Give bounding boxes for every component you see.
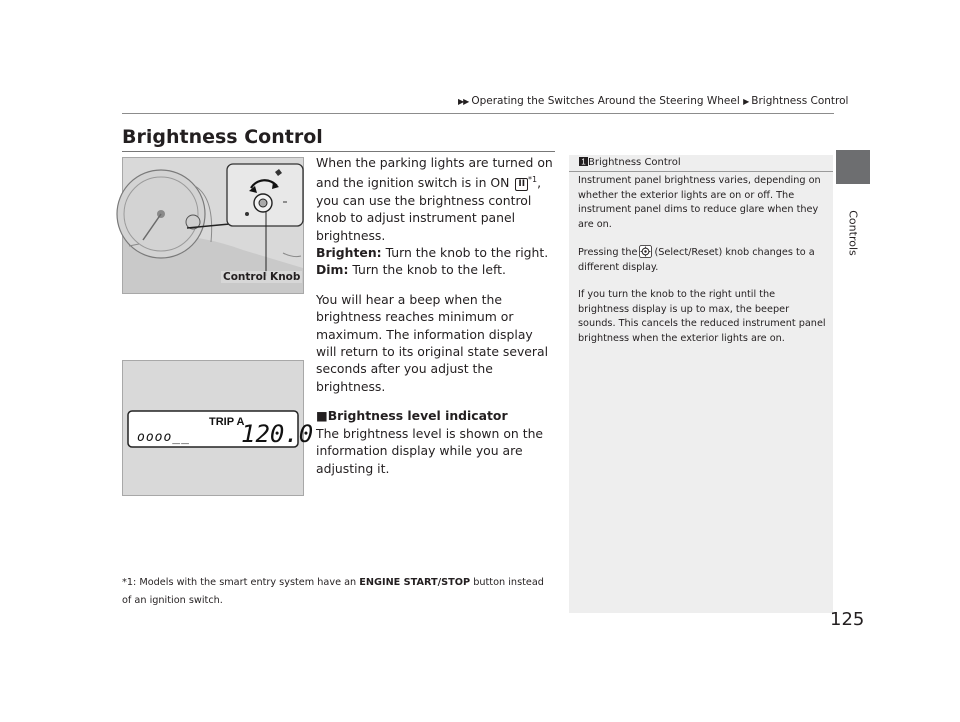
square-bullet-icon: ■	[316, 408, 328, 424]
brighten-instruction: Brighten: Turn the knob to the right.	[316, 245, 549, 261]
ignition-on-icon: II	[515, 178, 528, 191]
brightness-display-illustration	[122, 360, 314, 496]
control-knob-caption: Control Knob	[223, 271, 301, 283]
info-heading[interactable]: 1 Brightness Control	[579, 157, 681, 168]
breadcrumb	[458, 95, 848, 107]
breadcrumb-page: Brightness Control	[751, 95, 849, 107]
intro-paragraph: When the parking lights are turned on and the ignition switch is in ON II $^{*1}$, you can use the brightness control knob to adjust instrument panel brightness.	[316, 155, 553, 243]
header-divider	[122, 113, 834, 114]
subheading: ■Brightness level indicator	[316, 408, 508, 424]
dim-instruction: Dim: Turn the knob to the left.	[316, 262, 506, 278]
indicator-paragraph: The brightness level is shown on the information display while you are adjusting it.	[316, 425, 544, 476]
info-paragraph: Pressing the (Select/Reset) knob changes to a different display.	[578, 247, 815, 273]
main-content	[316, 154, 556, 477]
select-reset-knob-icon	[639, 245, 652, 258]
odometer-value: 120.0	[241, 420, 314, 448]
trip-a-label: TRIP A	[209, 416, 245, 428]
info-body	[578, 174, 826, 359]
control-knob-illustration	[122, 157, 304, 294]
beep-paragraph: You will hear a beep when the brightness reaches minimum or maximum. The information display will return to its original state several seconds after you adjust the brightness.	[316, 291, 549, 394]
brightness-level-segments: oooo__	[137, 430, 190, 445]
info-divider	[569, 171, 833, 172]
footnote: *1: Models with the smart entry system have an ENGINE START/STOP button instead of an ignition switch.	[122, 577, 544, 606]
svg-text:1: 1	[581, 157, 586, 167]
info-sidebar	[569, 155, 833, 613]
info-paragraph: Instrument panel brightness varies, depending on whether the exterior lights are on or off. The instrument panel dims to reduce glare when they are on.	[578, 175, 821, 230]
information-display-drawing	[123, 361, 314, 495]
breadcrumb-arrow-icon: ▶	[743, 97, 749, 106]
title-divider	[122, 151, 555, 152]
footnote-reference[interactable]: *1	[528, 175, 538, 185]
info-number-icon	[579, 157, 588, 166]
page-number: 125	[830, 609, 865, 630]
breadcrumb-section[interactable]: Operating the Switches Around the Steering Wheel	[471, 95, 740, 107]
section-tab-label[interactable]: Controls	[846, 210, 860, 256]
info-paragraph: If you turn the knob to the right until the brightness display is up to max, the beeper sounds. This cancels the reduced instrument panel brightness when the exterior lights are on.	[578, 289, 826, 344]
section-tab-marker	[836, 150, 870, 184]
page-title: Brightness Control	[122, 126, 323, 148]
breadcrumb-arrow-icon: ▶▶	[458, 97, 469, 106]
